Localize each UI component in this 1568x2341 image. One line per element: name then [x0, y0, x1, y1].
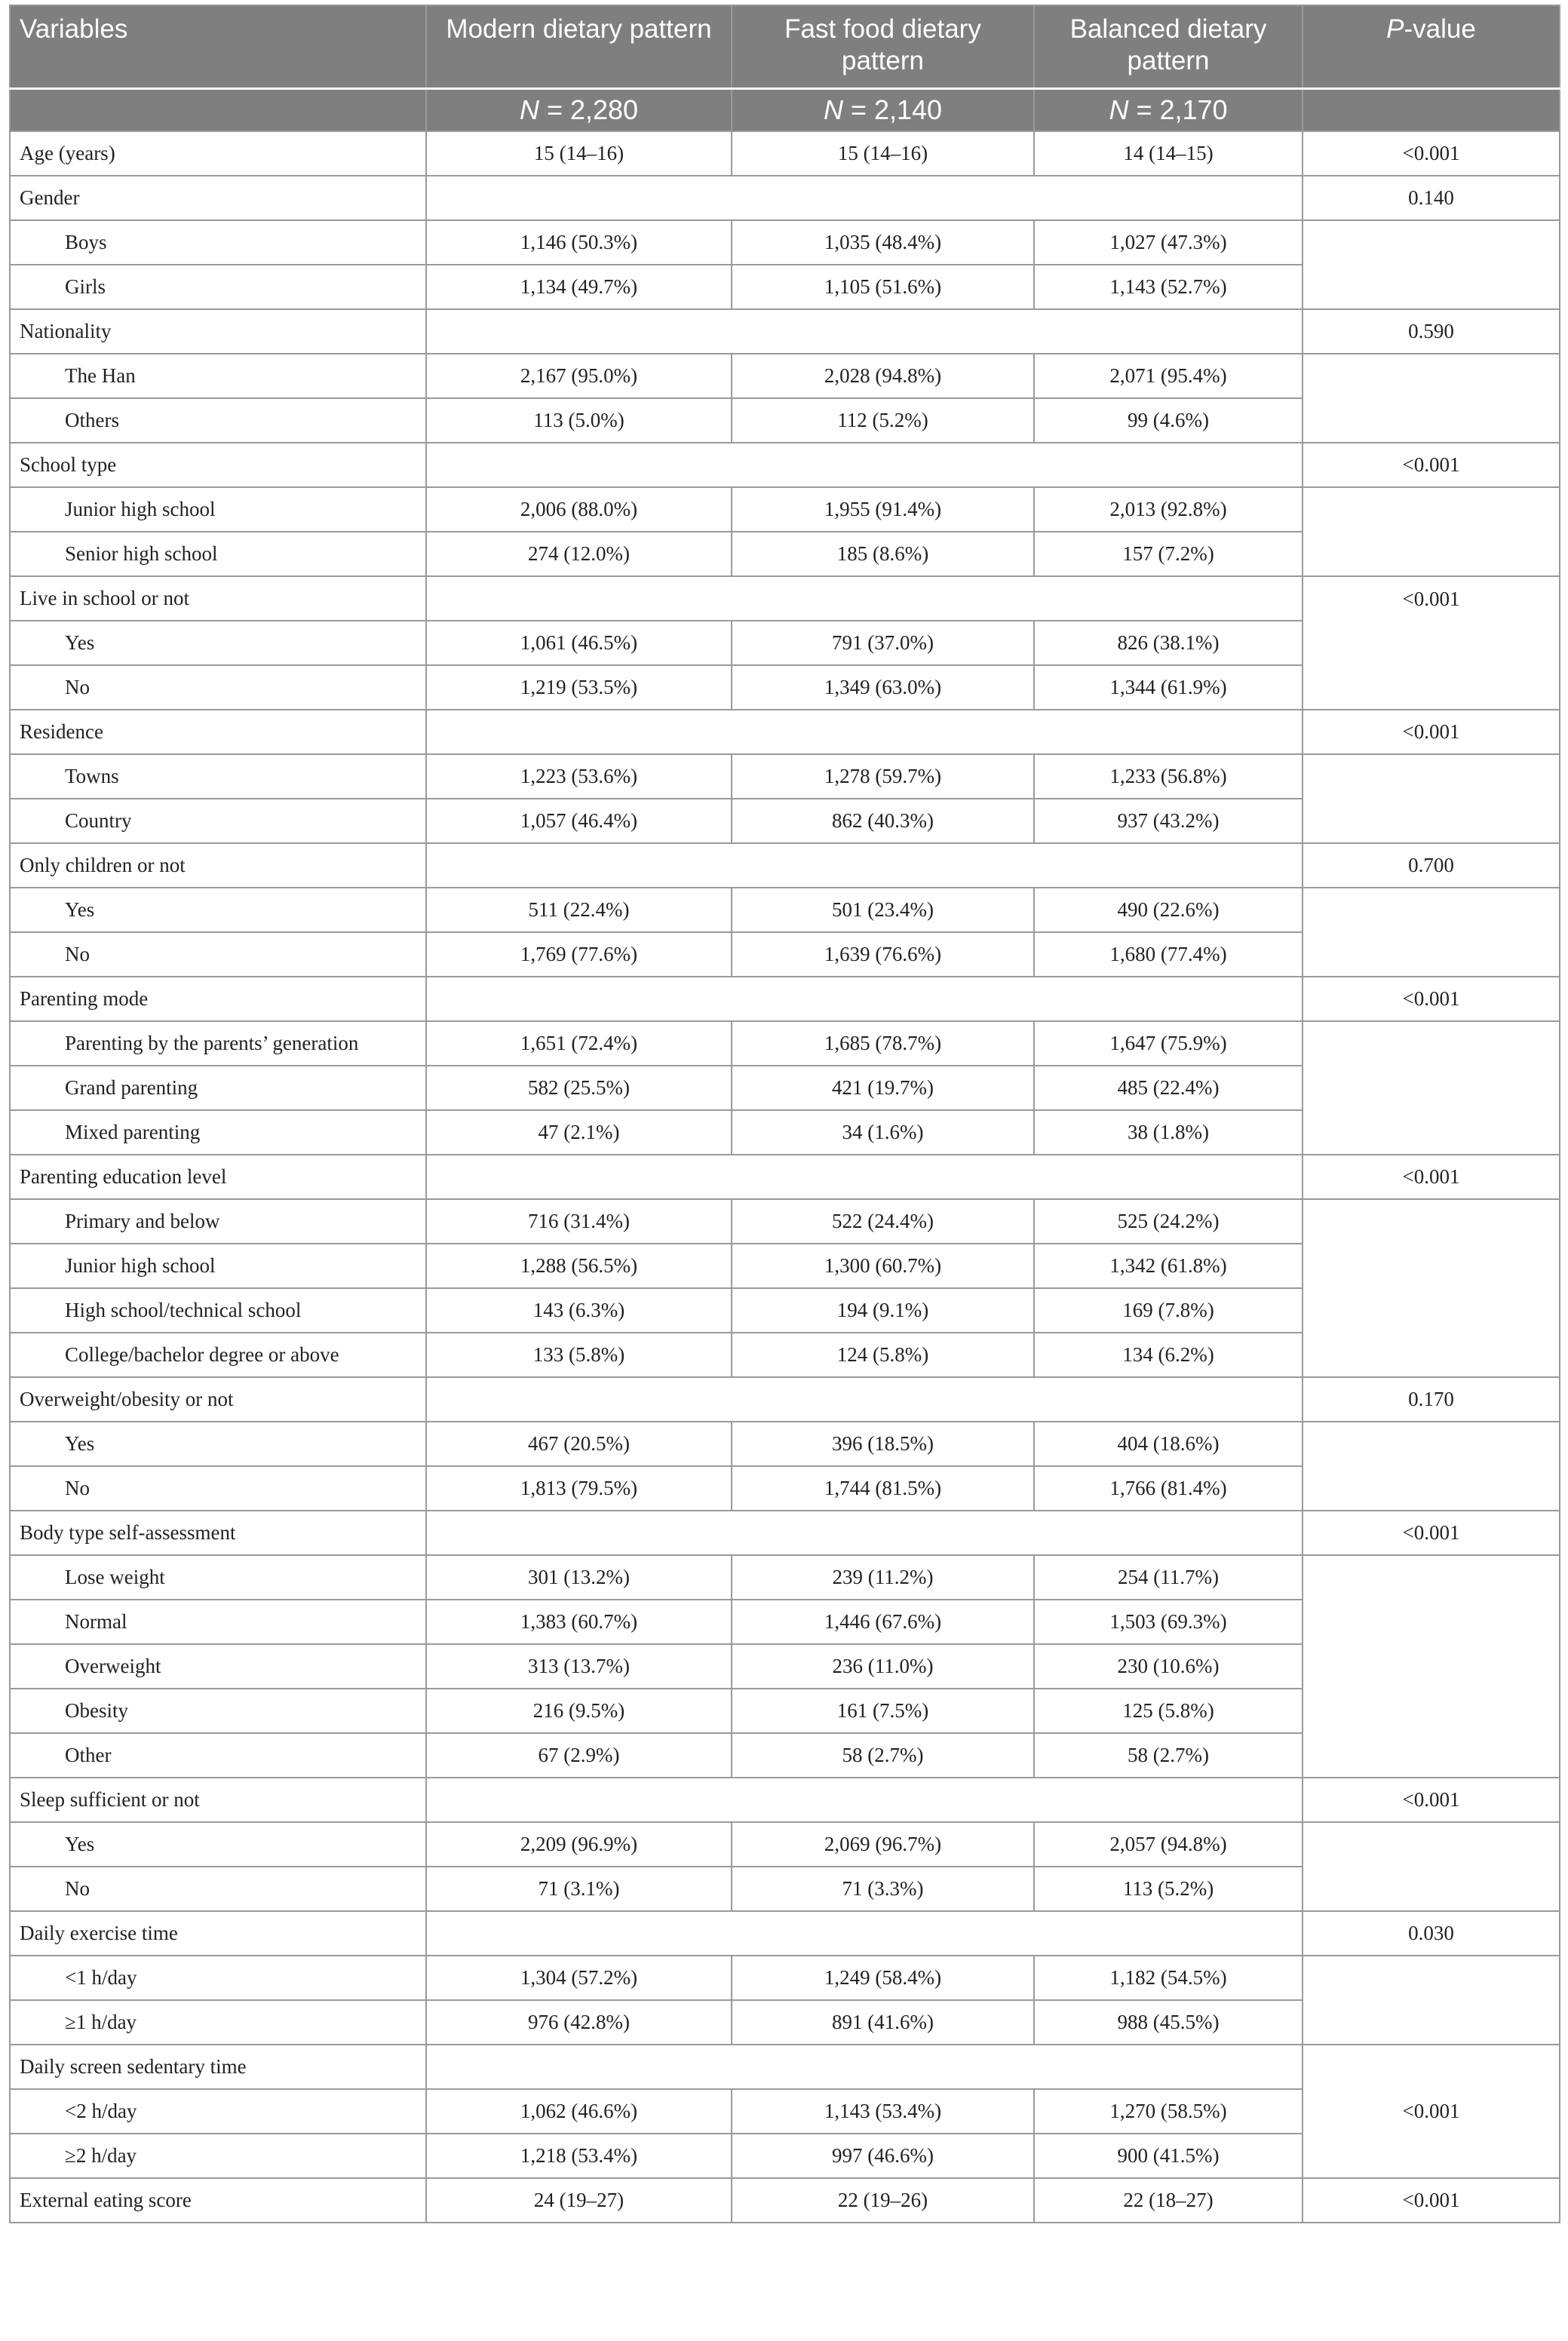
- cell-modern: 71 (3.1%): [426, 1867, 732, 1911]
- cell-pvalue: 0.170: [1303, 1377, 1560, 1422]
- cell-fastfood: 997 (46.6%): [732, 2134, 1034, 2178]
- cell-modern: 1,304 (57.2%): [426, 1956, 732, 2000]
- table-row-group: [10, 1911, 1560, 1956]
- cell-fastfood: 1,349 (63.0%): [732, 665, 1034, 710]
- cell-balanced: 1,344 (61.9%): [1034, 665, 1303, 710]
- cell-fastfood: 1,446 (67.6%): [732, 1600, 1034, 1644]
- cell-balanced: 1,503 (69.3%): [1034, 1600, 1303, 1644]
- cell-fastfood: 1,639 (76.6%): [732, 932, 1034, 977]
- header-p-rest: -value: [1404, 14, 1476, 44]
- cell-balanced: 99 (4.6%): [1034, 398, 1303, 443]
- table-row-group: [10, 843, 1560, 888]
- table-row: [10, 754, 1560, 799]
- pvalue-blank: [1303, 1422, 1560, 1511]
- cell-modern: 1,062 (46.6%): [426, 2089, 732, 2134]
- group-blank: [426, 309, 1303, 354]
- table-row: [10, 131, 1560, 176]
- cell-balanced: 988 (45.5%): [1034, 2000, 1303, 2045]
- cell-modern: 1,651 (72.4%): [426, 1021, 732, 1066]
- cell-fastfood: 71 (3.3%): [732, 1867, 1034, 1911]
- n-blank: [10, 89, 426, 132]
- cell-pvalue: <0.001: [1303, 2178, 1560, 2223]
- cell-modern: 1,057 (46.4%): [426, 799, 732, 843]
- row-label: Yes: [10, 1422, 426, 1466]
- table-row-group: [10, 1155, 1560, 1199]
- table-header: [10, 5, 1560, 131]
- group-blank: [426, 977, 1303, 1021]
- cell-pvalue: <0.001: [1303, 977, 1560, 1021]
- cell-balanced: 254 (11.7%): [1034, 1555, 1303, 1600]
- cell-balanced: 157 (7.2%): [1034, 532, 1303, 576]
- characteristics-table: [9, 5, 1560, 2223]
- cell-fastfood: 1,955 (91.4%): [732, 487, 1034, 532]
- table-row: [10, 2178, 1560, 2223]
- cell-modern: 2,167 (95.0%): [426, 354, 732, 398]
- row-label: Parenting by the parents’ generation: [10, 1021, 426, 1066]
- group-label: Daily exercise time: [10, 1911, 426, 1956]
- group-label: Gender: [10, 176, 426, 220]
- cell-modern: 24 (19–27): [426, 2178, 732, 2223]
- row-label: <2 h/day: [10, 2089, 426, 2134]
- cell-modern: 582 (25.5%): [426, 1066, 732, 1110]
- row-label: Yes: [10, 1822, 426, 1867]
- cell-balanced: 22 (18–27): [1034, 2178, 1303, 2223]
- pvalue-blank: [1303, 1956, 1560, 2045]
- row-label: Towns: [10, 754, 426, 799]
- row-label: No: [10, 932, 426, 977]
- cell-balanced: 404 (18.6%): [1034, 1422, 1303, 1466]
- cell-modern: 467 (20.5%): [426, 1422, 732, 1466]
- row-label: No: [10, 665, 426, 710]
- row-label: <1 h/day: [10, 1956, 426, 2000]
- n-letter: N: [519, 94, 539, 125]
- group-label: Nationality: [10, 309, 426, 354]
- cell-fastfood: 161 (7.5%): [732, 1689, 1034, 1733]
- row-label: External eating score: [10, 2178, 426, 2223]
- cell-balanced: 125 (5.8%): [1034, 1689, 1303, 1733]
- cell-balanced: 169 (7.8%): [1034, 1288, 1303, 1333]
- cell-fastfood: 862 (40.3%): [732, 799, 1034, 843]
- group-blank: [426, 576, 1303, 621]
- table-row-group: [10, 977, 1560, 1021]
- group-blank: [426, 176, 1303, 220]
- table-row-group: [10, 576, 1560, 621]
- cell-balanced: 1,270 (58.5%): [1034, 2089, 1303, 2134]
- table-container: [9, 5, 1559, 2223]
- row-label: Normal: [10, 1600, 426, 1644]
- cell-fastfood: 239 (11.2%): [732, 1555, 1034, 1600]
- row-label: Obesity: [10, 1689, 426, 1733]
- row-label: The Han: [10, 354, 426, 398]
- row-label: Mixed parenting: [10, 1110, 426, 1155]
- cell-balanced: 1,342 (61.8%): [1034, 1244, 1303, 1288]
- table-row-group: [10, 176, 1560, 220]
- table-body: [10, 131, 1560, 2223]
- cell-balanced: 113 (5.2%): [1034, 1867, 1303, 1911]
- header-variables: Variables: [10, 5, 426, 89]
- cell-modern: 313 (13.7%): [426, 1644, 732, 1689]
- group-label: Only children or not: [10, 843, 426, 888]
- header-balanced: Balanced dietary pattern: [1034, 5, 1303, 89]
- cell-fastfood: 1,685 (78.7%): [732, 1021, 1034, 1066]
- cell-modern: 1,288 (56.5%): [426, 1244, 732, 1288]
- cell-pvalue: <0.001: [1303, 2045, 1560, 2178]
- group-label: Parenting education level: [10, 1155, 426, 1199]
- n-fastfood: [732, 89, 1034, 132]
- cell-pvalue: 0.030: [1303, 1911, 1560, 1956]
- table-row-group: [10, 1377, 1560, 1422]
- table-row: [10, 1422, 1560, 1466]
- cell-modern: 1,383 (60.7%): [426, 1600, 732, 1644]
- group-label: Daily screen sedentary time: [10, 2045, 426, 2089]
- header-pvalue: [1303, 5, 1560, 89]
- cell-modern: 1,146 (50.3%): [426, 220, 732, 265]
- pvalue-blank: [1303, 754, 1560, 843]
- row-label: College/bachelor degree or above: [10, 1333, 426, 1377]
- cell-pvalue: <0.001: [1303, 1511, 1560, 1555]
- group-blank: [426, 710, 1303, 754]
- group-blank: [426, 1377, 1303, 1422]
- cell-modern: 716 (31.4%): [426, 1199, 732, 1244]
- row-label: Yes: [10, 888, 426, 932]
- n-letter: N: [823, 94, 843, 125]
- cell-modern: 1,219 (53.5%): [426, 665, 732, 710]
- table-row-group: [10, 1511, 1560, 1555]
- n-letter: N: [1109, 94, 1129, 125]
- cell-fastfood: 112 (5.2%): [732, 398, 1034, 443]
- cell-balanced: 1,766 (81.4%): [1034, 1466, 1303, 1511]
- group-label: Body type self-assessment: [10, 1511, 426, 1555]
- cell-modern: 1,813 (79.5%): [426, 1466, 732, 1511]
- group-blank: [426, 2045, 1303, 2089]
- cell-pvalue: <0.001: [1303, 1778, 1560, 1822]
- pvalue-blank: [1303, 1199, 1560, 1377]
- group-label: Sleep sufficient or not: [10, 1778, 426, 1822]
- group-label: Residence: [10, 710, 426, 754]
- cell-balanced: 937 (43.2%): [1034, 799, 1303, 843]
- cell-balanced: 58 (2.7%): [1034, 1733, 1303, 1778]
- cell-fastfood: 501 (23.4%): [732, 888, 1034, 932]
- cell-balanced: 38 (1.8%): [1034, 1110, 1303, 1155]
- cell-modern: 1,769 (77.6%): [426, 932, 732, 977]
- table-row: [10, 1956, 1560, 2000]
- cell-fastfood: 236 (11.0%): [732, 1644, 1034, 1689]
- cell-balanced: 1,233 (56.8%): [1034, 754, 1303, 799]
- pvalue-blank: [1303, 888, 1560, 977]
- pvalue-blank: [1303, 1021, 1560, 1155]
- cell-fastfood: 2,028 (94.8%): [732, 354, 1034, 398]
- cell-balanced: 525 (24.2%): [1034, 1199, 1303, 1244]
- cell-balanced: 1,027 (47.3%): [1034, 220, 1303, 265]
- row-label: Others: [10, 398, 426, 443]
- cell-fastfood: 22 (19–26): [732, 2178, 1034, 2223]
- cell-fastfood: 194 (9.1%): [732, 1288, 1034, 1333]
- cell-fastfood: 2,069 (96.7%): [732, 1822, 1034, 1867]
- cell-modern: 976 (42.8%): [426, 2000, 732, 2045]
- row-label: Overweight: [10, 1644, 426, 1689]
- cell-modern: 143 (6.3%): [426, 1288, 732, 1333]
- group-label: Parenting mode: [10, 977, 426, 1021]
- row-label: Boys: [10, 220, 426, 265]
- pvalue-blank: [1303, 220, 1560, 309]
- group-blank: [426, 843, 1303, 888]
- cell-balanced: 826 (38.1%): [1034, 621, 1303, 665]
- cell-modern: 67 (2.9%): [426, 1733, 732, 1778]
- cell-pvalue: <0.001: [1303, 443, 1560, 487]
- row-label: No: [10, 1867, 426, 1911]
- table-row: [10, 354, 1560, 398]
- cell-modern: 216 (9.5%): [426, 1689, 732, 1733]
- cell-modern: 133 (5.8%): [426, 1333, 732, 1377]
- row-label: Age (years): [10, 131, 426, 176]
- cell-pvalue: 0.700: [1303, 843, 1560, 888]
- table-row-group: [10, 443, 1560, 487]
- header-p-letter: P: [1386, 14, 1404, 44]
- cell-fastfood: 1,143 (53.4%): [732, 2089, 1034, 2134]
- cell-modern: 1,223 (53.6%): [426, 754, 732, 799]
- cell-balanced: 230 (10.6%): [1034, 1644, 1303, 1689]
- cell-balanced: 1,143 (52.7%): [1034, 265, 1303, 309]
- cell-modern: 1,134 (49.7%): [426, 265, 732, 309]
- table-row-group: [10, 2045, 1560, 2089]
- cell-pvalue: 0.140: [1303, 176, 1560, 220]
- row-label: ≥2 h/day: [10, 2134, 426, 2178]
- group-label: Live in school or not: [10, 576, 426, 621]
- cell-modern: 15 (14–16): [426, 131, 732, 176]
- cell-balanced: 2,071 (95.4%): [1034, 354, 1303, 398]
- group-blank: [426, 1511, 1303, 1555]
- row-label: ≥1 h/day: [10, 2000, 426, 2045]
- table-row: [10, 1021, 1560, 1066]
- table-row: [10, 487, 1560, 532]
- n-balanced: [1034, 89, 1303, 132]
- group-label: Overweight/obesity or not: [10, 1377, 426, 1422]
- cell-modern: 301 (13.2%): [426, 1555, 732, 1600]
- cell-balanced: 1,680 (77.4%): [1034, 932, 1303, 977]
- row-label: No: [10, 1466, 426, 1511]
- row-label: Junior high school: [10, 1244, 426, 1288]
- cell-modern: 113 (5.0%): [426, 398, 732, 443]
- cell-modern: 47 (2.1%): [426, 1110, 732, 1155]
- cell-balanced: 2,057 (94.8%): [1034, 1822, 1303, 1867]
- cell-fastfood: 1,035 (48.4%): [732, 220, 1034, 265]
- header-row: [10, 5, 1560, 89]
- cell-fastfood: 522 (24.4%): [732, 1199, 1034, 1244]
- row-label: High school/technical school: [10, 1288, 426, 1333]
- n-modern-value: = 2,280: [539, 94, 639, 125]
- group-label: School type: [10, 443, 426, 487]
- cell-modern: 274 (12.0%): [426, 532, 732, 576]
- table-row-group: [10, 1778, 1560, 1822]
- row-label: Lose weight: [10, 1555, 426, 1600]
- cell-balanced: 1,647 (75.9%): [1034, 1021, 1303, 1066]
- cell-fastfood: 1,744 (81.5%): [732, 1466, 1034, 1511]
- cell-balanced: 134 (6.2%): [1034, 1333, 1303, 1377]
- table-row: [10, 1822, 1560, 1867]
- cell-fastfood: 124 (5.8%): [732, 1333, 1034, 1377]
- row-label: Senior high school: [10, 532, 426, 576]
- cell-pvalue: <0.001: [1303, 576, 1560, 710]
- cell-modern: 1,218 (53.4%): [426, 2134, 732, 2178]
- row-label: Yes: [10, 621, 426, 665]
- cell-modern: 2,209 (96.9%): [426, 1822, 732, 1867]
- row-label: Junior high school: [10, 487, 426, 532]
- cell-balanced: 1,182 (54.5%): [1034, 1956, 1303, 2000]
- table-row: [10, 888, 1560, 932]
- cell-fastfood: 791 (37.0%): [732, 621, 1034, 665]
- table-row: [10, 220, 1560, 265]
- group-blank: [426, 1778, 1303, 1822]
- group-blank: [426, 443, 1303, 487]
- cell-fastfood: 185 (8.6%): [732, 532, 1034, 576]
- cell-balanced: 900 (41.5%): [1034, 2134, 1303, 2178]
- cell-fastfood: 1,249 (58.4%): [732, 1956, 1034, 2000]
- header-modern: Modern dietary pattern: [426, 5, 732, 89]
- cell-fastfood: 891 (41.6%): [732, 2000, 1034, 2045]
- table-row-group: [10, 710, 1560, 754]
- group-blank: [426, 1155, 1303, 1199]
- group-blank: [426, 1911, 1303, 1956]
- table-row: [10, 1199, 1560, 1244]
- pvalue-blank: [1303, 1555, 1560, 1778]
- pvalue-blank: [1303, 354, 1560, 443]
- row-label: Grand parenting: [10, 1066, 426, 1110]
- cell-fastfood: 1,300 (60.7%): [732, 1244, 1034, 1288]
- table-row-group: [10, 309, 1560, 354]
- row-label: Primary and below: [10, 1199, 426, 1244]
- row-label: Other: [10, 1733, 426, 1778]
- cell-pvalue: 0.590: [1303, 309, 1560, 354]
- header-fastfood: Fast food dietary pattern: [732, 5, 1034, 89]
- cell-modern: 2,006 (88.0%): [426, 487, 732, 532]
- cell-fastfood: 15 (14–16): [732, 131, 1034, 176]
- cell-balanced: 490 (22.6%): [1034, 888, 1303, 932]
- cell-fastfood: 1,278 (59.7%): [732, 754, 1034, 799]
- n-modern: [426, 89, 732, 132]
- cell-pvalue: <0.001: [1303, 131, 1560, 176]
- cell-fastfood: 1,105 (51.6%): [732, 265, 1034, 309]
- row-label: Country: [10, 799, 426, 843]
- cell-fastfood: 34 (1.6%): [732, 1110, 1034, 1155]
- cell-fastfood: 421 (19.7%): [732, 1066, 1034, 1110]
- cell-balanced: 2,013 (92.8%): [1034, 487, 1303, 532]
- cell-modern: 1,061 (46.5%): [426, 621, 732, 665]
- cell-pvalue: <0.001: [1303, 1155, 1560, 1199]
- row-label: Girls: [10, 265, 426, 309]
- cell-balanced: 14 (14–15): [1034, 131, 1303, 176]
- table-row: [10, 1555, 1560, 1600]
- pvalue-blank: [1303, 487, 1560, 576]
- pvalue-blank: [1303, 1822, 1560, 1911]
- cell-modern: 511 (22.4%): [426, 888, 732, 932]
- cell-fastfood: 396 (18.5%): [732, 1422, 1034, 1466]
- cell-balanced: 485 (22.4%): [1034, 1066, 1303, 1110]
- cell-pvalue: <0.001: [1303, 710, 1560, 754]
- n-pvalue-blank: [1303, 89, 1560, 132]
- n-balanced-value: = 2,170: [1128, 94, 1228, 125]
- cell-fastfood: 58 (2.7%): [732, 1733, 1034, 1778]
- sample-size-row: [10, 89, 1560, 132]
- n-fastfood-value: = 2,140: [842, 94, 943, 125]
